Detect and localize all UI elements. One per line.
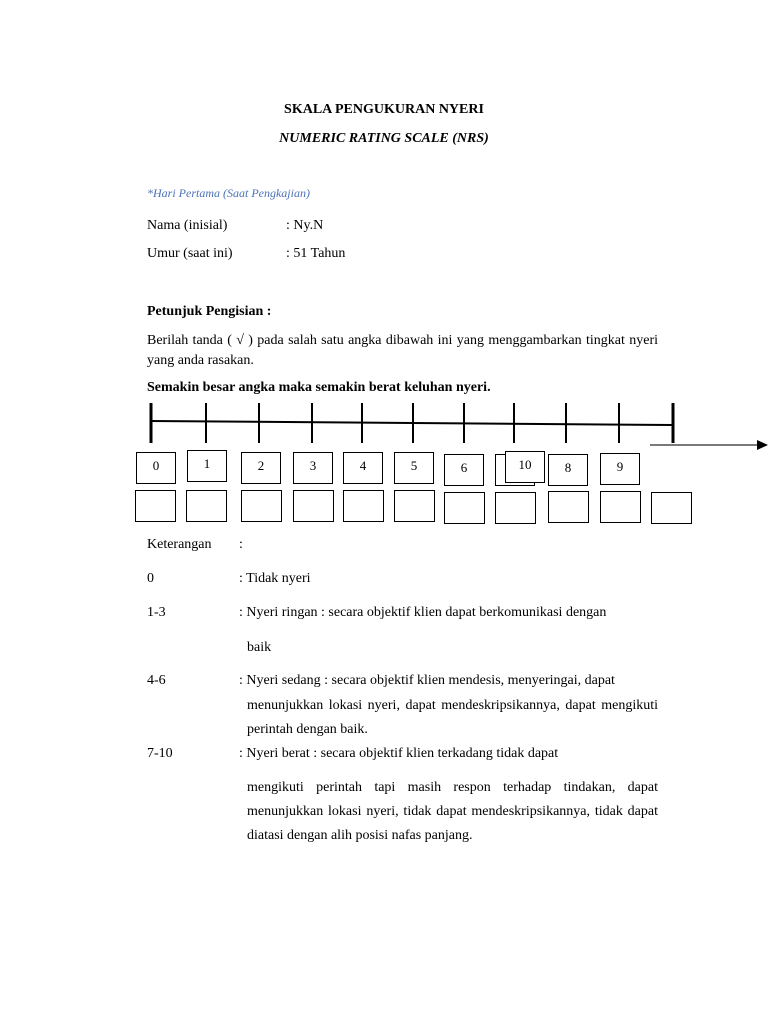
legend-description: : Nyeri sedang : secara objektif klien mendesis, menyeringai, dapat — [239, 673, 615, 688]
check-box[interactable] — [186, 490, 227, 522]
scale-number: 6 — [460, 460, 468, 475]
legend-heading-colon: : — [239, 537, 243, 552]
instructions-text: Berilah tanda ( √ ) pada salah satu angka dibawah ini yang menggambarkan tingkat nyeri yang anda rasakan. — [147, 333, 658, 368]
check-box[interactable] — [394, 490, 435, 522]
check-box[interactable] — [444, 492, 485, 524]
scale-number: 2 — [257, 458, 265, 473]
check-box[interactable] — [135, 490, 176, 522]
check-box[interactable] — [651, 492, 692, 524]
legend-range: 7-10 — [147, 746, 173, 761]
ruler-baseline — [150, 421, 673, 425]
scale-box-3[interactable] — [293, 452, 333, 484]
ruler-arrowhead — [757, 440, 768, 450]
legend-description: : Nyeri ringan : secara objektif klien dapat berkomunikasi dengan — [239, 605, 607, 620]
scale-box-4[interactable] — [343, 452, 383, 484]
age-value: : 51 Tahun — [286, 246, 346, 261]
name-value: : Ny.N — [286, 218, 324, 233]
name-label: Nama (inisial) — [147, 218, 228, 233]
check-box[interactable] — [548, 491, 589, 523]
scale-number: 5 — [410, 458, 418, 473]
rating-scale-ruler — [0, 0, 768, 470]
instructions-heading: Petunjuk Pengisian : — [147, 304, 272, 319]
scale-box-10[interactable] — [505, 451, 545, 483]
scale-box-6[interactable] — [444, 454, 484, 486]
legend-heading: Keterangan — [147, 537, 212, 552]
document-subtitle: NUMERIC RATING SCALE (NRS) — [279, 131, 489, 146]
legend-description-continued: menunjukkan lokasi nyeri, dapat mendeskripsikannya, dapat mengikuti perintah dengan baik. — [247, 698, 658, 737]
scale-number: 3 — [309, 458, 317, 473]
check-box[interactable] — [495, 492, 536, 524]
scale-number: 8 — [564, 460, 572, 475]
scale-box-1[interactable] — [187, 450, 227, 482]
check-box[interactable] — [293, 490, 334, 522]
scale-number: 0 — [152, 458, 160, 473]
legend-description: : Nyeri berat : secara objektif klien terkadang tidak dapat — [239, 746, 559, 761]
scale-box-8[interactable] — [548, 454, 588, 486]
legend-description: : Tidak nyeri — [239, 571, 311, 586]
legend-description-continued: mengikuti perintah tapi masih respon terhadap tindakan, dapat menunjukkan lokasi nyeri, tidak dapat mendeskripsikannya, tidak dapat diatasi dengan alih posisi nafas panjang. — [247, 780, 658, 843]
scale-number: 4 — [359, 458, 367, 473]
day-note: *Hari Pertama (Saat Pengkajian) — [147, 186, 310, 200]
document-title: SKALA PENGUKURAN NYERI — [284, 102, 484, 117]
scale-number: 9 — [616, 459, 624, 474]
scale-box-9[interactable] — [600, 453, 640, 485]
check-box[interactable] — [241, 490, 282, 522]
check-box[interactable] — [343, 490, 384, 522]
legend-range: 1-3 — [147, 605, 166, 620]
age-label: Umur (saat ini) — [147, 246, 233, 261]
scale-box-5[interactable] — [394, 452, 434, 484]
legend-description-continued: baik — [247, 640, 272, 655]
instructions-emphasis: Semakin besar angka maka semakin berat keluhan nyeri. — [147, 380, 491, 395]
check-box[interactable] — [600, 491, 641, 523]
scale-box-0[interactable] — [136, 452, 176, 484]
legend-range: 4-6 — [147, 673, 166, 688]
scale-number: 10 — [518, 457, 532, 472]
scale-box-2[interactable] — [241, 452, 281, 484]
legend-range: 0 — [147, 571, 154, 586]
scale-number: 1 — [203, 456, 211, 471]
